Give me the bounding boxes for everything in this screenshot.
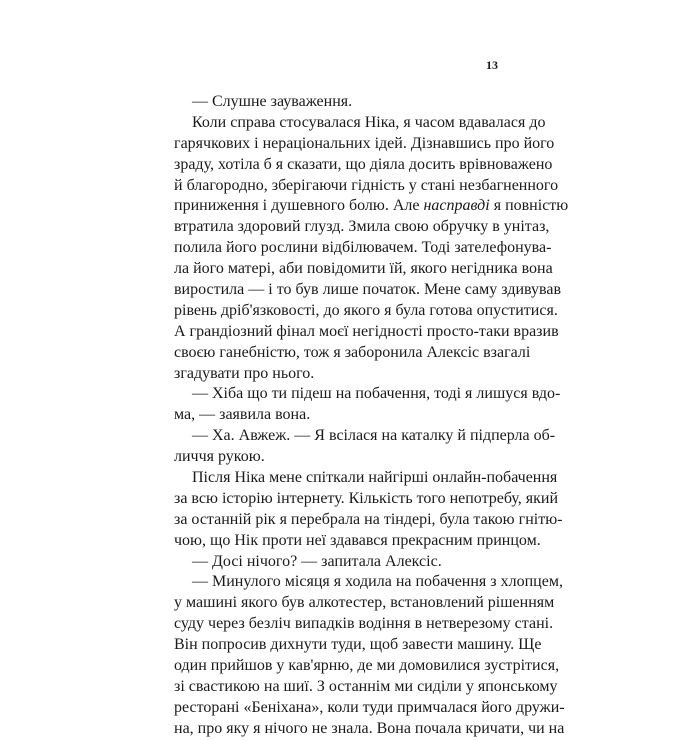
- text-line: Коли справа стосувалася Ніка, я часом вдавалася до: [192, 113, 546, 131]
- text-line: зі свастикою на шиї. З останнім ми сиділи у японському: [174, 677, 558, 695]
- text-line: А грандіозний фінал моєї негідності просто-таки вразив: [174, 322, 559, 340]
- emphasized-word: насправді: [423, 197, 490, 215]
- text-line: своєю ганебністю, тож я заборонила Алексіс взагалі: [174, 343, 531, 361]
- text-line: ма, — заявила вона.: [174, 406, 311, 424]
- text-line: у машині якого був алкотестер, встановлений рішенням: [174, 594, 555, 612]
- body-text: [174, 92, 569, 740]
- text-line: зраду, хотіла б я сказати, що діяла досить врівноважено: [174, 155, 553, 173]
- text-line: — Слушне зауваження.: [192, 93, 353, 110]
- text-line: на, про яку я нічого не знала. Вона почала кричати, чи на: [174, 719, 565, 737]
- text-line: виростила — і то був лише початок. Мене саму здивував: [174, 281, 562, 299]
- text-line: згадувати про нього.: [174, 364, 315, 382]
- text-line: рівень дріб'язковості, до якого я була готова опуститися.: [174, 301, 558, 319]
- text-line: Він попросив дихнути туди, щоб завести машину. Ще: [174, 636, 542, 654]
- text-line: [174, 196, 569, 217]
- text-line: личчя рукою.: [174, 448, 265, 466]
- text-line: й благородно, зберігаючи гідність у стані незбагненного: [174, 176, 559, 194]
- text-line: Після Ніка мене спіткали найгірші онлайн-побачення: [192, 469, 558, 487]
- text-line: — Минулого місяця я ходила на побачення з хлопцем,: [192, 573, 563, 591]
- text-line: суду через безліч випадків водіння в нетверезому стані.: [174, 615, 554, 633]
- text-line: один прийшов у кав'ярню, де ми домовилися зустрітися,: [174, 657, 560, 675]
- text-segment: я повністю: [493, 197, 569, 215]
- text-line: — Досі нічого? — запитала Алексіс.: [192, 552, 442, 570]
- text-line: — Ха. Авжеж. — Я всілася на каталку й підперла об-: [192, 427, 556, 445]
- text-line: за всю історію інтернету. Кількість того непотребу, який: [174, 489, 559, 507]
- text-line: ресторані «Беніхана», коли туди примчалася його дружи-: [174, 698, 565, 716]
- text-line: — Хіба що ти підеш на побачення, тоді я лишуся вдо-: [192, 385, 561, 403]
- text-segment: приниження і душевного болю. Але: [174, 197, 420, 215]
- page-number: 13: [486, 58, 498, 72]
- text-line: за останній рік я перебрала на тіндері, була такою гнітю-: [174, 510, 563, 528]
- text-line: гарячкових і нераціональних ідей. Дізнавшись про його: [174, 134, 555, 152]
- text-line: полила його рослини відбілювачем. Тоді зателефонува-: [174, 239, 552, 257]
- text-line: чою, що Нік проти неї здавався прекрасним принцом.: [174, 531, 541, 549]
- text-line: ла його матері, аби повідомити їй, якого негідника вона: [174, 260, 553, 278]
- text-line: втратила здоровий глузд. Змила свою обручку в унітаз,: [174, 218, 550, 236]
